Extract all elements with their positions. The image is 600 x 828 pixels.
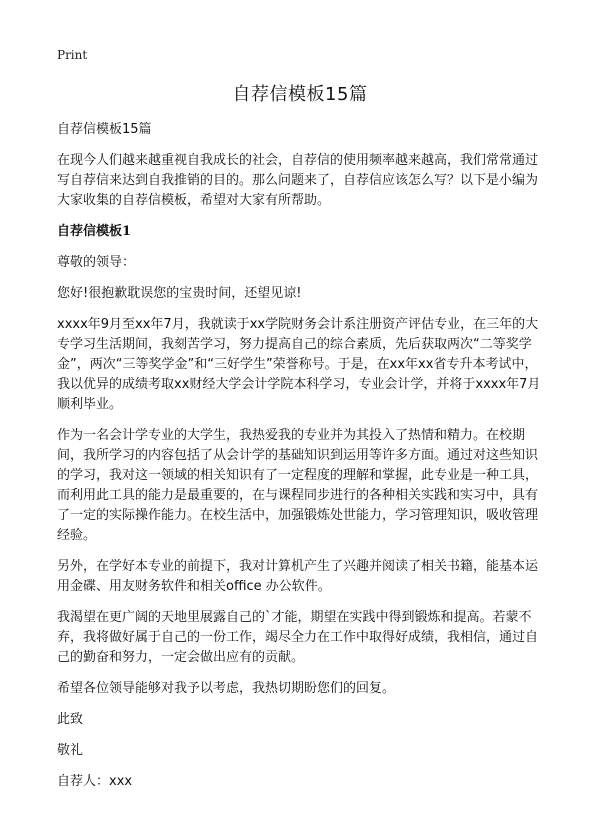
document-body bbox=[57, 120, 547, 803]
salutation: 尊敬的领导： bbox=[57, 255, 136, 270]
signature: 自荐人：xxx bbox=[57, 774, 133, 789]
body-paragraph: 我渴望在更广阔的天地里展露自己的`才能，期望在实践中得到锻炼和提高。若蒙不弃，我将做好属于自己的一份工作，竭尽全力在工作中取得好成绩，我相信，通过自己的勤奋和努力，一定会做出应有的贡献。 bbox=[57, 610, 539, 665]
closing-line: 此致 bbox=[57, 712, 84, 727]
intro-paragraph: 在现今人们越来越重视自我成长的社会，自荐信的使用频率越来越高，我们常常通过写自荐信来达到自我推销的目的。那么问题来了，自荐信应该怎么写？以下是小编为大家收集的自荐信模板，希望对大家有所帮助。 bbox=[57, 153, 539, 208]
body-paragraph: 作为一名会计学专业的大学生，我热爱我的专业并为其投入了热情和精力。在校期间，我所学习的内容包括了从会计学的基础知识到运用等许多方面。通过对这些知识的学习，我对这一领域的相关知识有了一定程度的理解和掌握，此专业是一种工具，而利用此工具的能力是最重要的，在与课程同步进行的各种相关实践和实习中，具有了一定的实际操作能力。在校生活中，加强锻炼处世能力，学习管理知识，吸收管理经验。 bbox=[57, 428, 539, 543]
body-paragraph: 另外，在学好本专业的前提下，我对计算机产生了兴趣并阅读了相关书籍，能基本运用金碟、用友财务软件和相关office 办公软件。 bbox=[57, 559, 539, 594]
closing-salute: 敬礼 bbox=[57, 743, 84, 758]
section-heading: 自荐信模板1 bbox=[57, 224, 132, 239]
greeting: 您好!很抱歉耽误您的宝贵时间，还望见谅! bbox=[57, 286, 302, 301]
body-paragraph: xxxx年9月至xx年7月，我就读于xx学院财务会计系注册资产评估专业，在三年的大专学习生活期间，我刻苦学习，努力提高自己的综合素质，先后获取两次“二等奖学金”，两次“三等奖学金”和“三好学生”荣誉称号。于是，在xx年xx省专升本考试中，我以优异的成绩考取xx财经大学会计学院本科学习，专业会计学，并将于xxxx年7月顺利毕业。 bbox=[57, 317, 541, 412]
document-title: 自荐信模板15篇 bbox=[232, 84, 368, 105]
document-subtitle: 自荐信模板15篇 bbox=[57, 122, 152, 137]
print-link[interactable]: Print bbox=[57, 48, 88, 62]
body-paragraph: 希望各位领导能够对我予以考虑，我热切期盼您们的回复。 bbox=[57, 681, 396, 696]
